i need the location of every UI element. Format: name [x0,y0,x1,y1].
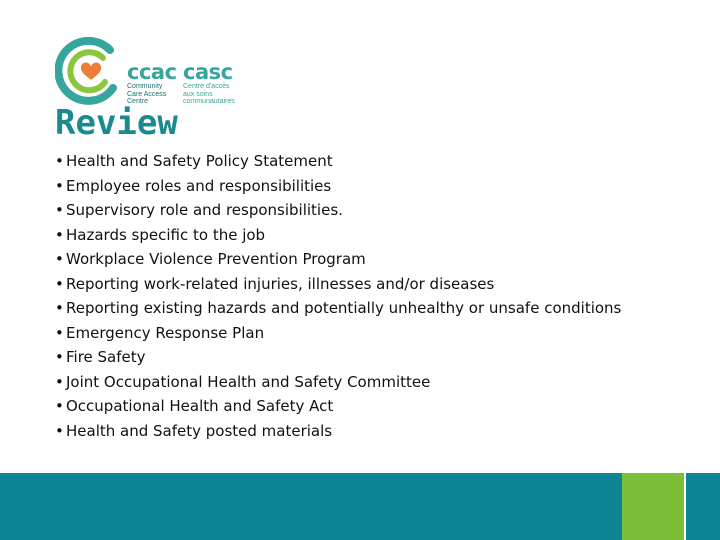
bullet-icon: • [55,225,64,244]
bullet-icon: • [55,176,64,195]
bullet-icon: • [55,372,64,391]
footer-band-teal [0,473,622,540]
bullet-icon: • [55,152,64,170]
bullet-item [55,201,655,221]
logo-acronym-en: ccac [127,60,177,84]
logo-name-fr-line: communautaires [183,98,235,105]
bullet-item [55,226,655,246]
bullet-item [55,422,655,442]
bullet-text: Health and Safety Policy Statement [66,152,333,170]
bullet-item [55,397,655,417]
bullet-text: Workplace Violence Prevention Program [66,250,366,268]
bullet-text: Joint Occupational Health and Safety Committee [66,372,431,391]
bullet-text: Emergency Response Plan [66,323,265,342]
bullet-item [55,177,655,197]
bullet-icon: • [55,348,64,366]
logo-name-fr-line: Centre d'accès [183,83,230,90]
bullet-item [55,152,655,172]
bullet-item [55,250,655,270]
logo-name-en-line: Care Access [127,90,167,98]
footer-band-teal-end [686,473,720,540]
bullet-list [55,152,655,446]
logo-name-en-line: Centre [127,98,149,105]
bullet-text: Employee roles and responsibilities [66,176,332,195]
logo-name-fr-line: aux soins [183,90,213,98]
bullet-item [55,373,655,393]
ccac-logo-mark-icon [55,36,125,108]
bullet-icon: • [55,250,64,268]
bullet-icon: • [55,201,64,219]
bullet-text: Hazards specific to the job [66,225,266,244]
bullet-icon: • [55,274,64,293]
bullet-text: Supervisory role and responsibilities. [66,201,343,219]
footer-band [0,473,720,540]
bullet-item [55,348,655,368]
slide-title: Review [55,103,178,143]
bullet-text: Occupational Health and Safety Act [66,397,334,415]
bullet-text: Reporting work-related injuries, illnesses and/or diseases [66,274,495,293]
bullet-icon: • [55,323,64,342]
footer-band-green [622,473,684,540]
bullet-item [55,299,655,319]
bullet-icon: • [55,397,64,415]
bullet-item [55,275,655,295]
bullet-icon: • [55,421,64,440]
bullet-icon: • [55,299,64,317]
bullet-text: Health and Safety posted materials [66,421,333,440]
bullet-text: Fire Safety [66,348,146,366]
bullet-item [55,324,655,344]
logo-name-en-line: Community [127,83,163,90]
logo-acronym-fr: casc [183,60,233,84]
logo-name-fr [183,83,235,106]
ccac-logo [55,36,255,112]
bullet-text: Reporting existing hazards and potentially unhealthy or unsafe conditions [66,299,622,317]
